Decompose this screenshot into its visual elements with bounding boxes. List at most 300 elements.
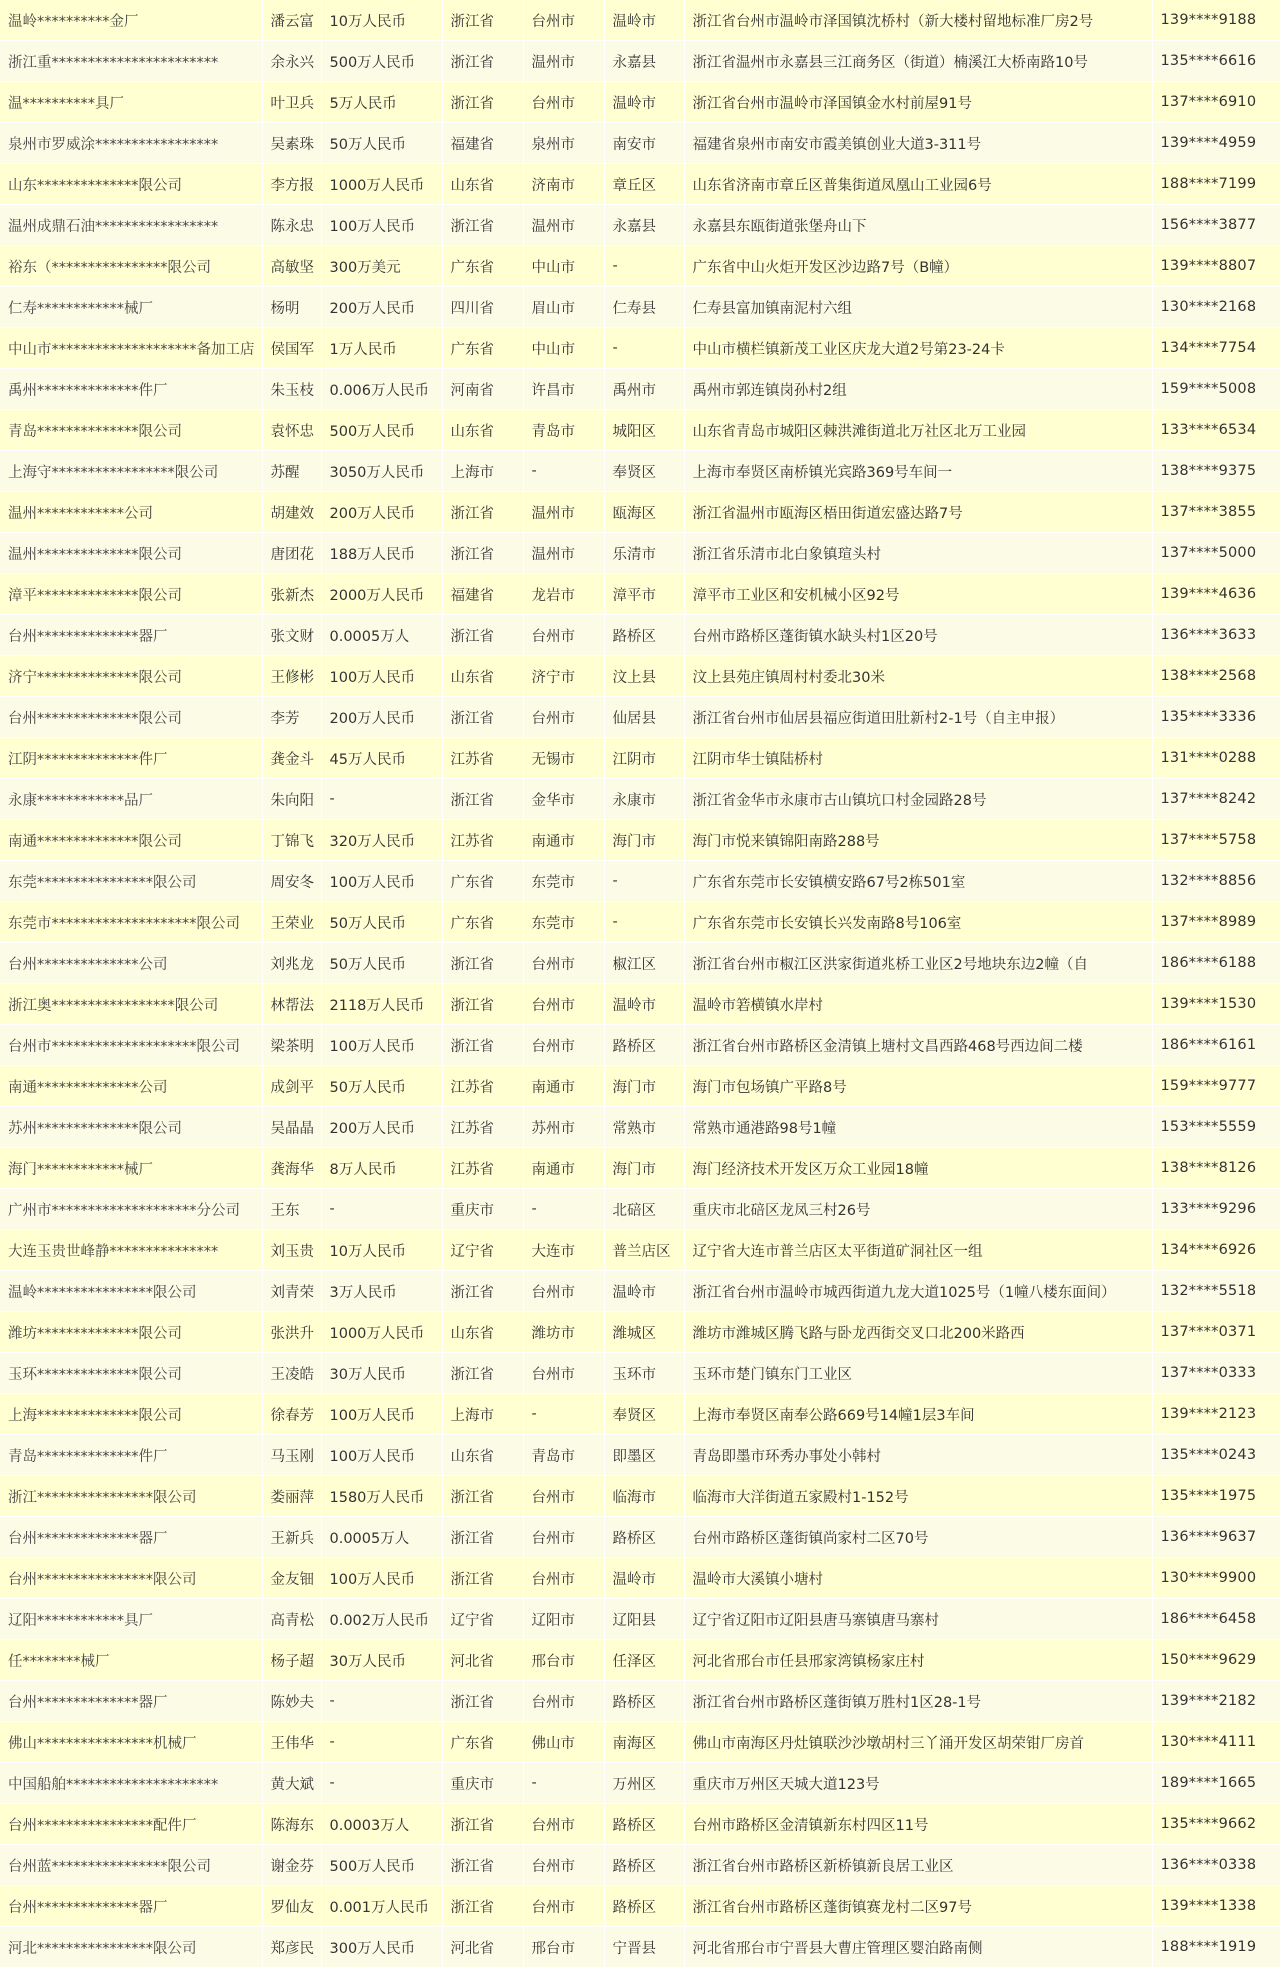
phone-cell: 137****0371 — [1152, 1312, 1280, 1353]
table-row — [0, 1517, 1280, 1558]
company-name-cell: 台州**************器厂 — [0, 1681, 262, 1722]
address-cell: 江阴市华士镇陆桥村 — [684, 738, 1152, 779]
city-cell: 台州市 — [523, 1517, 604, 1558]
table-row — [0, 1886, 1280, 1927]
phone-cell: 135****6616 — [1152, 41, 1280, 82]
city-cell: 台州市 — [523, 1353, 604, 1394]
province-cell: 浙江省 — [442, 1845, 523, 1886]
phone-cell: 150****9629 — [1152, 1640, 1280, 1681]
province-cell: 江苏省 — [442, 1148, 523, 1189]
company-name-cell: 裕东（****************限公司 — [0, 246, 262, 287]
company-name-cell: 台州市********************限公司 — [0, 1025, 262, 1066]
table-row — [0, 1599, 1280, 1640]
company-name-cell: 济宁**************限公司 — [0, 656, 262, 697]
province-cell: 广东省 — [442, 1722, 523, 1763]
legal-representative-cell: 郑彦民 — [262, 1927, 321, 1968]
district-cell: 南海区 — [604, 1722, 684, 1763]
address-cell: 山东省青岛市城阳区棘洪滩街道北万社区北万工业园 — [684, 410, 1152, 451]
phone-cell: 135****3336 — [1152, 697, 1280, 738]
company-name-cell: 上海守*****************限公司 — [0, 451, 262, 492]
table-row — [0, 861, 1280, 902]
table-row — [0, 369, 1280, 410]
company-name-cell: 温州************公司 — [0, 492, 262, 533]
city-cell: 台州市 — [523, 1025, 604, 1066]
phone-cell: 138****9375 — [1152, 451, 1280, 492]
registered-capital-cell: 50万人民币 — [321, 123, 442, 164]
phone-cell: 131****0288 — [1152, 738, 1280, 779]
district-cell: 温岭市 — [604, 1271, 684, 1312]
province-cell: 江苏省 — [442, 1107, 523, 1148]
legal-representative-cell: 高青松 — [262, 1599, 321, 1640]
legal-representative-cell: 侯国军 — [262, 328, 321, 369]
district-cell: 路桥区 — [604, 1681, 684, 1722]
table-row — [0, 164, 1280, 205]
district-cell: 路桥区 — [604, 1517, 684, 1558]
phone-cell: 133****6534 — [1152, 410, 1280, 451]
province-cell: 浙江省 — [442, 0, 523, 41]
address-cell: 临海市大洋街道五家殿村1-152号 — [684, 1476, 1152, 1517]
phone-cell: 188****1919 — [1152, 1927, 1280, 1968]
city-cell: - — [523, 451, 604, 492]
phone-cell: 186****6161 — [1152, 1025, 1280, 1066]
address-cell: 潍坊市潍城区腾飞路与卧龙西街交叉口北200米路西 — [684, 1312, 1152, 1353]
city-cell: 龙岩市 — [523, 574, 604, 615]
city-cell: 南通市 — [523, 820, 604, 861]
province-cell: 河北省 — [442, 1927, 523, 1968]
district-cell: 路桥区 — [604, 1845, 684, 1886]
table-row — [0, 1845, 1280, 1886]
city-cell: 温州市 — [523, 533, 604, 574]
legal-representative-cell: 杨子超 — [262, 1640, 321, 1681]
company-name-cell: 泉州市罗威涂***************** — [0, 123, 262, 164]
table-row — [0, 1804, 1280, 1845]
registered-capital-cell: 300万美元 — [321, 246, 442, 287]
table-row — [0, 123, 1280, 164]
province-cell: 重庆市 — [442, 1189, 523, 1230]
phone-cell: 136****3633 — [1152, 615, 1280, 656]
company-name-cell: 中山市********************备加工店 — [0, 328, 262, 369]
address-cell: 辽宁省大连市普兰店区太平街道矿洞社区一组 — [684, 1230, 1152, 1271]
address-cell: 玉环市楚门镇东门工业区 — [684, 1353, 1152, 1394]
district-cell: 江阴市 — [604, 738, 684, 779]
province-cell: 四川省 — [442, 287, 523, 328]
address-cell: 台州市路桥区金清镇新东村四区11号 — [684, 1804, 1152, 1845]
district-cell: 北碚区 — [604, 1189, 684, 1230]
registered-capital-cell: 5万人民币 — [321, 82, 442, 123]
company-name-cell: 山东**************限公司 — [0, 164, 262, 205]
province-cell: 山东省 — [442, 1312, 523, 1353]
phone-cell: 139****2182 — [1152, 1681, 1280, 1722]
table-row — [0, 902, 1280, 943]
company-name-cell: 温州**************限公司 — [0, 533, 262, 574]
legal-representative-cell: 陈妙夫 — [262, 1681, 321, 1722]
address-cell: 广东省东莞市长安镇长兴发南路8号106室 — [684, 902, 1152, 943]
district-cell: 永康市 — [604, 779, 684, 820]
phone-cell: 137****8989 — [1152, 902, 1280, 943]
address-cell: 浙江省温州市瓯海区梧田街道宏盛达路7号 — [684, 492, 1152, 533]
registered-capital-cell: 50万人民币 — [321, 902, 442, 943]
address-cell: 温岭市箬横镇水岸村 — [684, 984, 1152, 1025]
registered-capital-cell: 320万人民币 — [321, 820, 442, 861]
registered-capital-cell: 100万人民币 — [321, 1558, 442, 1599]
legal-representative-cell: 李方报 — [262, 164, 321, 205]
province-cell: 浙江省 — [442, 984, 523, 1025]
legal-representative-cell: 成剑平 — [262, 1066, 321, 1107]
registered-capital-cell: 1580万人民币 — [321, 1476, 442, 1517]
legal-representative-cell: 高敏坚 — [262, 246, 321, 287]
province-cell: 浙江省 — [442, 492, 523, 533]
district-cell: 温岭市 — [604, 0, 684, 41]
phone-cell: 159****9777 — [1152, 1066, 1280, 1107]
address-cell: 河北省邢台市任县邢家湾镇杨家庄村 — [684, 1640, 1152, 1681]
registered-capital-cell: - — [321, 1681, 442, 1722]
district-cell: 潍城区 — [604, 1312, 684, 1353]
phone-cell: 135****9662 — [1152, 1804, 1280, 1845]
address-cell: 河北省邢台市宁晋县大曹庄管理区婴泊路南侧 — [684, 1927, 1152, 1968]
address-cell: 海门市悦来镇锦阳南路288号 — [684, 820, 1152, 861]
table-row — [0, 205, 1280, 246]
address-cell: 福建省泉州市南安市霞美镇创业大道3-311号 — [684, 123, 1152, 164]
district-cell: 永嘉县 — [604, 205, 684, 246]
phone-cell: 139****1338 — [1152, 1886, 1280, 1927]
phone-cell: 139****4959 — [1152, 123, 1280, 164]
table-row — [0, 943, 1280, 984]
company-name-cell: 禹州**************件厂 — [0, 369, 262, 410]
province-cell: 浙江省 — [442, 1517, 523, 1558]
legal-representative-cell: 吴素珠 — [262, 123, 321, 164]
city-cell: 济宁市 — [523, 656, 604, 697]
city-cell: 台州市 — [523, 1476, 604, 1517]
district-cell: 温岭市 — [604, 984, 684, 1025]
province-cell: 广东省 — [442, 328, 523, 369]
city-cell: 台州市 — [523, 984, 604, 1025]
city-cell: 许昌市 — [523, 369, 604, 410]
province-cell: 江苏省 — [442, 1066, 523, 1107]
legal-representative-cell: 刘青荣 — [262, 1271, 321, 1312]
legal-representative-cell: 朱玉枝 — [262, 369, 321, 410]
province-cell: 江苏省 — [442, 738, 523, 779]
province-cell: 山东省 — [442, 410, 523, 451]
phone-cell: 132****8856 — [1152, 861, 1280, 902]
address-cell: 常熟市通港路98号1幢 — [684, 1107, 1152, 1148]
district-cell: 仙居县 — [604, 697, 684, 738]
city-cell: - — [523, 1189, 604, 1230]
province-cell: 山东省 — [442, 164, 523, 205]
district-cell: 路桥区 — [604, 1025, 684, 1066]
registered-capital-cell: 0.001万人民币 — [321, 1886, 442, 1927]
city-cell: 中山市 — [523, 246, 604, 287]
district-cell: 乐清市 — [604, 533, 684, 574]
legal-representative-cell: 王新兵 — [262, 1517, 321, 1558]
phone-cell: 138****2568 — [1152, 656, 1280, 697]
legal-representative-cell: 王修彬 — [262, 656, 321, 697]
legal-representative-cell: 杨明 — [262, 287, 321, 328]
phone-cell: 133****9296 — [1152, 1189, 1280, 1230]
province-cell: 浙江省 — [442, 697, 523, 738]
province-cell: 浙江省 — [442, 615, 523, 656]
city-cell: 辽阳市 — [523, 1599, 604, 1640]
address-cell: 山东省济南市章丘区普集街道凤凰山工业园6号 — [684, 164, 1152, 205]
registered-capital-cell: 500万人民币 — [321, 41, 442, 82]
district-cell: 汶上县 — [604, 656, 684, 697]
city-cell: 潍坊市 — [523, 1312, 604, 1353]
company-name-cell: 台州****************限公司 — [0, 1558, 262, 1599]
legal-representative-cell: 龚金斗 — [262, 738, 321, 779]
city-cell: 台州市 — [523, 1271, 604, 1312]
legal-representative-cell: 王东 — [262, 1189, 321, 1230]
city-cell: 台州市 — [523, 1845, 604, 1886]
phone-cell: 186****6188 — [1152, 943, 1280, 984]
province-cell: 浙江省 — [442, 1025, 523, 1066]
legal-representative-cell: 陈永忠 — [262, 205, 321, 246]
district-cell: 椒江区 — [604, 943, 684, 984]
company-name-cell: 浙江重*********************** — [0, 41, 262, 82]
address-cell: 漳平市工业区和安机械小区92号 — [684, 574, 1152, 615]
city-cell: 台州市 — [523, 943, 604, 984]
table-row — [0, 287, 1280, 328]
district-cell: 永嘉县 — [604, 41, 684, 82]
district-cell: 普兰店区 — [604, 1230, 684, 1271]
registered-capital-cell: 0.0005万人 — [321, 615, 442, 656]
phone-cell: 189****1665 — [1152, 1763, 1280, 1804]
registered-capital-cell: 30万人民币 — [321, 1640, 442, 1681]
table-row — [0, 1066, 1280, 1107]
city-cell: 台州市 — [523, 1681, 604, 1722]
province-cell: 辽宁省 — [442, 1230, 523, 1271]
province-cell: 上海市 — [442, 1394, 523, 1435]
registered-capital-cell: 100万人民币 — [321, 1435, 442, 1476]
legal-representative-cell: 罗仙友 — [262, 1886, 321, 1927]
phone-cell: 137****3855 — [1152, 492, 1280, 533]
registered-capital-cell: 100万人民币 — [321, 861, 442, 902]
table-row — [0, 246, 1280, 287]
legal-representative-cell: 林帮法 — [262, 984, 321, 1025]
registered-capital-cell: - — [321, 1722, 442, 1763]
district-cell: 城阳区 — [604, 410, 684, 451]
table-row — [0, 738, 1280, 779]
registered-capital-cell: 1000万人民币 — [321, 1312, 442, 1353]
table-row — [0, 0, 1280, 41]
province-cell: 重庆市 — [442, 1763, 523, 1804]
district-cell: 海门市 — [604, 1066, 684, 1107]
legal-representative-cell: 刘玉贵 — [262, 1230, 321, 1271]
phone-cell: 134****7754 — [1152, 328, 1280, 369]
city-cell: 苏州市 — [523, 1107, 604, 1148]
company-name-cell: 河北****************限公司 — [0, 1927, 262, 1968]
city-cell: 金华市 — [523, 779, 604, 820]
province-cell: 浙江省 — [442, 1476, 523, 1517]
legal-representative-cell: 胡建效 — [262, 492, 321, 533]
legal-representative-cell: 谢金芬 — [262, 1845, 321, 1886]
table-row — [0, 1353, 1280, 1394]
registered-capital-cell: 10万人民币 — [321, 0, 442, 41]
phone-cell: 137****8242 — [1152, 779, 1280, 820]
address-cell: 广东省东莞市长安镇横安路67号2栋501室 — [684, 861, 1152, 902]
address-cell: 禹州市郭连镇岗孙村2组 — [684, 369, 1152, 410]
company-name-cell: 浙江奥*****************限公司 — [0, 984, 262, 1025]
table-row — [0, 1312, 1280, 1353]
phone-cell: 139****4636 — [1152, 574, 1280, 615]
province-cell: 山东省 — [442, 656, 523, 697]
company-name-cell: 台州**************器厂 — [0, 1517, 262, 1558]
company-name-cell: 潍坊**************限公司 — [0, 1312, 262, 1353]
phone-cell: 156****3877 — [1152, 205, 1280, 246]
table-row — [0, 1107, 1280, 1148]
company-name-cell: 苏州**************限公司 — [0, 1107, 262, 1148]
province-cell: 辽宁省 — [442, 1599, 523, 1640]
province-cell: 浙江省 — [442, 1804, 523, 1845]
city-cell: 青岛市 — [523, 410, 604, 451]
table-row — [0, 492, 1280, 533]
district-cell: - — [604, 246, 684, 287]
province-cell: 上海市 — [442, 451, 523, 492]
table-row — [0, 697, 1280, 738]
district-cell: 章丘区 — [604, 164, 684, 205]
table-row — [0, 1148, 1280, 1189]
province-cell: 山东省 — [442, 1435, 523, 1476]
address-cell: 上海市奉贤区南桥镇光宾路369号车间一 — [684, 451, 1152, 492]
city-cell: 温州市 — [523, 492, 604, 533]
table-row — [0, 41, 1280, 82]
district-cell: 漳平市 — [604, 574, 684, 615]
registered-capital-cell: - — [321, 1763, 442, 1804]
phone-cell: 135****1975 — [1152, 1476, 1280, 1517]
phone-cell: 188****7199 — [1152, 164, 1280, 205]
company-name-cell: 台州**************器厂 — [0, 615, 262, 656]
company-name-cell: 漳平**************限公司 — [0, 574, 262, 615]
province-cell: 浙江省 — [442, 1271, 523, 1312]
address-cell: 永嘉县东瓯街道张堡舟山下 — [684, 205, 1152, 246]
table-row — [0, 984, 1280, 1025]
table-row — [0, 1640, 1280, 1681]
company-name-cell: 永康************品厂 — [0, 779, 262, 820]
district-cell: 常熟市 — [604, 1107, 684, 1148]
province-cell: 浙江省 — [442, 205, 523, 246]
address-cell: 浙江省台州市路桥区蓬街镇万胜村1区28-1号 — [684, 1681, 1152, 1722]
registered-capital-cell: 2118万人民币 — [321, 984, 442, 1025]
registered-capital-cell: 200万人民币 — [321, 492, 442, 533]
phone-cell: 134****6926 — [1152, 1230, 1280, 1271]
city-cell: 温州市 — [523, 41, 604, 82]
city-cell: 台州市 — [523, 697, 604, 738]
company-name-cell: 青岛**************件厂 — [0, 1435, 262, 1476]
district-cell: 临海市 — [604, 1476, 684, 1517]
registered-capital-cell: 1000万人民币 — [321, 164, 442, 205]
city-cell: 济南市 — [523, 164, 604, 205]
address-cell: 浙江省乐清市北白象镇瑄头村 — [684, 533, 1152, 574]
legal-representative-cell: 徐春芳 — [262, 1394, 321, 1435]
city-cell: - — [523, 1394, 604, 1435]
district-cell: 禹州市 — [604, 369, 684, 410]
district-cell: 海门市 — [604, 820, 684, 861]
address-cell: 仁寿县富加镇南泥村六组 — [684, 287, 1152, 328]
address-cell: 浙江省台州市温岭市泽国镇金水村前屋91号 — [684, 82, 1152, 123]
address-cell: 汶上县苑庄镇周村村委北30米 — [684, 656, 1152, 697]
city-cell: 中山市 — [523, 328, 604, 369]
province-cell: 江苏省 — [442, 820, 523, 861]
district-cell: 路桥区 — [604, 615, 684, 656]
address-cell: 广东省中山火炬开发区沙边路7号（B幢） — [684, 246, 1152, 287]
legal-representative-cell: 黄大斌 — [262, 1763, 321, 1804]
table-row — [0, 574, 1280, 615]
registered-capital-cell: 0.0003万人 — [321, 1804, 442, 1845]
registered-capital-cell: 30万人民币 — [321, 1353, 442, 1394]
company-name-cell: 任********械厂 — [0, 1640, 262, 1681]
legal-representative-cell: 潘云富 — [262, 0, 321, 41]
legal-representative-cell: 王荣业 — [262, 902, 321, 943]
registered-capital-cell: 200万人民币 — [321, 287, 442, 328]
company-name-cell: 东莞****************限公司 — [0, 861, 262, 902]
company-name-cell: 佛山****************机械厂 — [0, 1722, 262, 1763]
phone-cell: 135****0243 — [1152, 1435, 1280, 1476]
phone-cell: 186****6458 — [1152, 1599, 1280, 1640]
company-name-cell: 浙江****************限公司 — [0, 1476, 262, 1517]
district-cell: 辽阳县 — [604, 1599, 684, 1640]
district-cell: 奉贤区 — [604, 451, 684, 492]
company-name-cell: 南通**************限公司 — [0, 820, 262, 861]
legal-representative-cell: 梁茶明 — [262, 1025, 321, 1066]
city-cell: 佛山市 — [523, 1722, 604, 1763]
city-cell: 邢台市 — [523, 1640, 604, 1681]
legal-representative-cell: 苏醒 — [262, 451, 321, 492]
company-name-cell: 台州**************公司 — [0, 943, 262, 984]
province-cell: 浙江省 — [442, 1886, 523, 1927]
phone-cell: 153****5559 — [1152, 1107, 1280, 1148]
city-cell: 台州市 — [523, 1804, 604, 1845]
address-cell: 青岛即墨市环秀办事处小韩村 — [684, 1435, 1152, 1476]
province-cell: 浙江省 — [442, 41, 523, 82]
address-cell: 温岭市大溪镇小塘村 — [684, 1558, 1152, 1599]
address-cell: 海门经济技术开发区万众工业园18幢 — [684, 1148, 1152, 1189]
legal-representative-cell: 丁锦飞 — [262, 820, 321, 861]
phone-cell: 136****9637 — [1152, 1517, 1280, 1558]
address-cell: 浙江省台州市温岭市城西街道九龙大道1025号（1幢八楼东面间） — [684, 1271, 1152, 1312]
table-row — [0, 1681, 1280, 1722]
legal-representative-cell: 娄丽萍 — [262, 1476, 321, 1517]
district-cell: 路桥区 — [604, 1804, 684, 1845]
legal-representative-cell: 周安冬 — [262, 861, 321, 902]
province-cell: 河南省 — [442, 369, 523, 410]
address-cell: 浙江省温州市永嘉县三江商务区（街道）楠溪江大桥南路10号 — [684, 41, 1152, 82]
address-cell: 重庆市北碚区龙凤三村26号 — [684, 1189, 1152, 1230]
address-cell: 上海市奉贤区南奉公路669号14幢1层3车间 — [684, 1394, 1152, 1435]
company-name-cell: 广州市********************分公司 — [0, 1189, 262, 1230]
district-cell: 即墨区 — [604, 1435, 684, 1476]
company-name-cell: 青岛**************限公司 — [0, 410, 262, 451]
registered-capital-cell: 0.002万人民币 — [321, 1599, 442, 1640]
table-row — [0, 1476, 1280, 1517]
company-name-cell: 中国船舶********************* — [0, 1763, 262, 1804]
registered-capital-cell: 2000万人民币 — [321, 574, 442, 615]
table-row — [0, 1025, 1280, 1066]
phone-cell: 137****5758 — [1152, 820, 1280, 861]
phone-cell: 139****1530 — [1152, 984, 1280, 1025]
province-cell: 福建省 — [442, 574, 523, 615]
table-row — [0, 820, 1280, 861]
registered-capital-cell: 50万人民币 — [321, 943, 442, 984]
district-cell: 南安市 — [604, 123, 684, 164]
registered-capital-cell: 100万人民币 — [321, 656, 442, 697]
company-name-cell: 玉环**************限公司 — [0, 1353, 262, 1394]
registered-capital-cell: 10万人民币 — [321, 1230, 442, 1271]
registered-capital-cell: 0.006万人民币 — [321, 369, 442, 410]
company-name-cell: 台州**************限公司 — [0, 697, 262, 738]
company-name-cell: 温岭****************限公司 — [0, 1271, 262, 1312]
registered-capital-cell: 45万人民币 — [321, 738, 442, 779]
legal-representative-cell: 张洪升 — [262, 1312, 321, 1353]
company-name-cell: 温州成鼎石油***************** — [0, 205, 262, 246]
phone-cell: 130****2168 — [1152, 287, 1280, 328]
